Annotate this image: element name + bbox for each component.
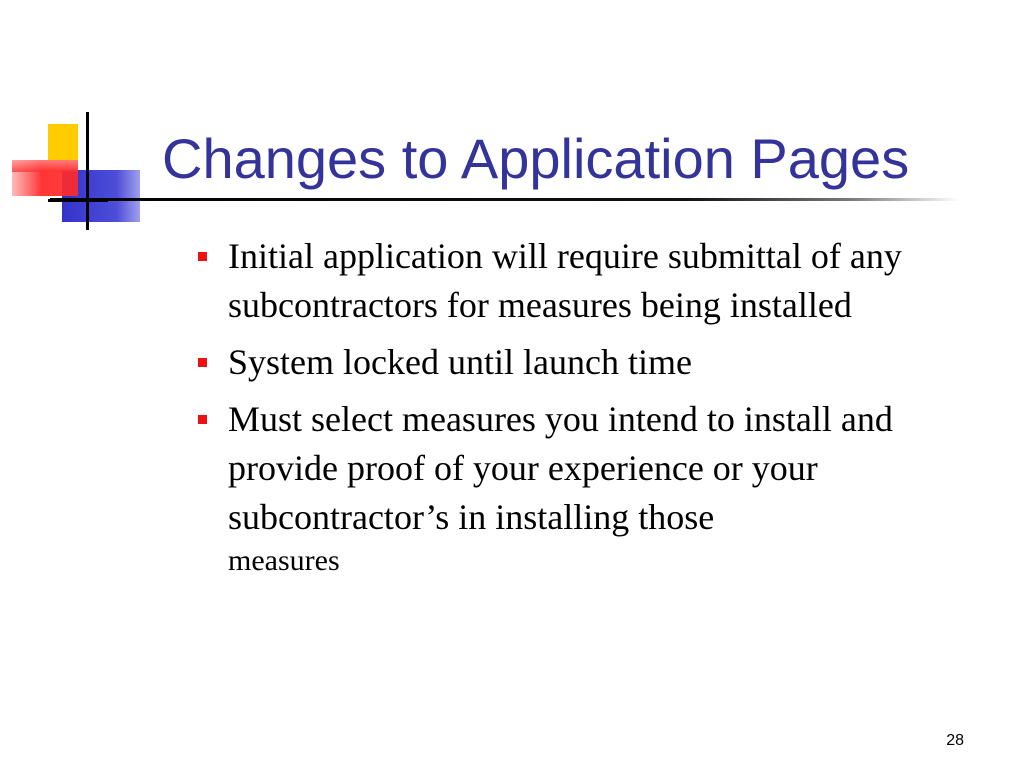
page-number: 28 bbox=[946, 732, 964, 749]
bullet-text: System locked until launch time bbox=[228, 342, 692, 382]
bullet-list bbox=[196, 232, 1006, 588]
slide-title: Changes to Application Pages bbox=[162, 127, 910, 190]
bullet-item bbox=[196, 338, 1006, 387]
bullet-text: Initial application will require submittal of any subcontractors for measures being installed bbox=[228, 236, 902, 325]
bullet-item bbox=[196, 232, 1006, 330]
logo-squares-graphic bbox=[0, 0, 160, 240]
bullet-text-continuation: measures bbox=[228, 544, 340, 577]
square-bullet-icon bbox=[198, 415, 207, 424]
square-bullet-icon bbox=[198, 358, 207, 367]
bullet-text: Must select measures you intend to install and provide proof of your experience or your subcontractor’s in installing those bbox=[228, 399, 893, 537]
square-bullet-icon bbox=[198, 252, 207, 261]
title-underline bbox=[50, 198, 960, 201]
bullet-item bbox=[196, 395, 1006, 580]
slide-logo bbox=[0, 0, 160, 240]
